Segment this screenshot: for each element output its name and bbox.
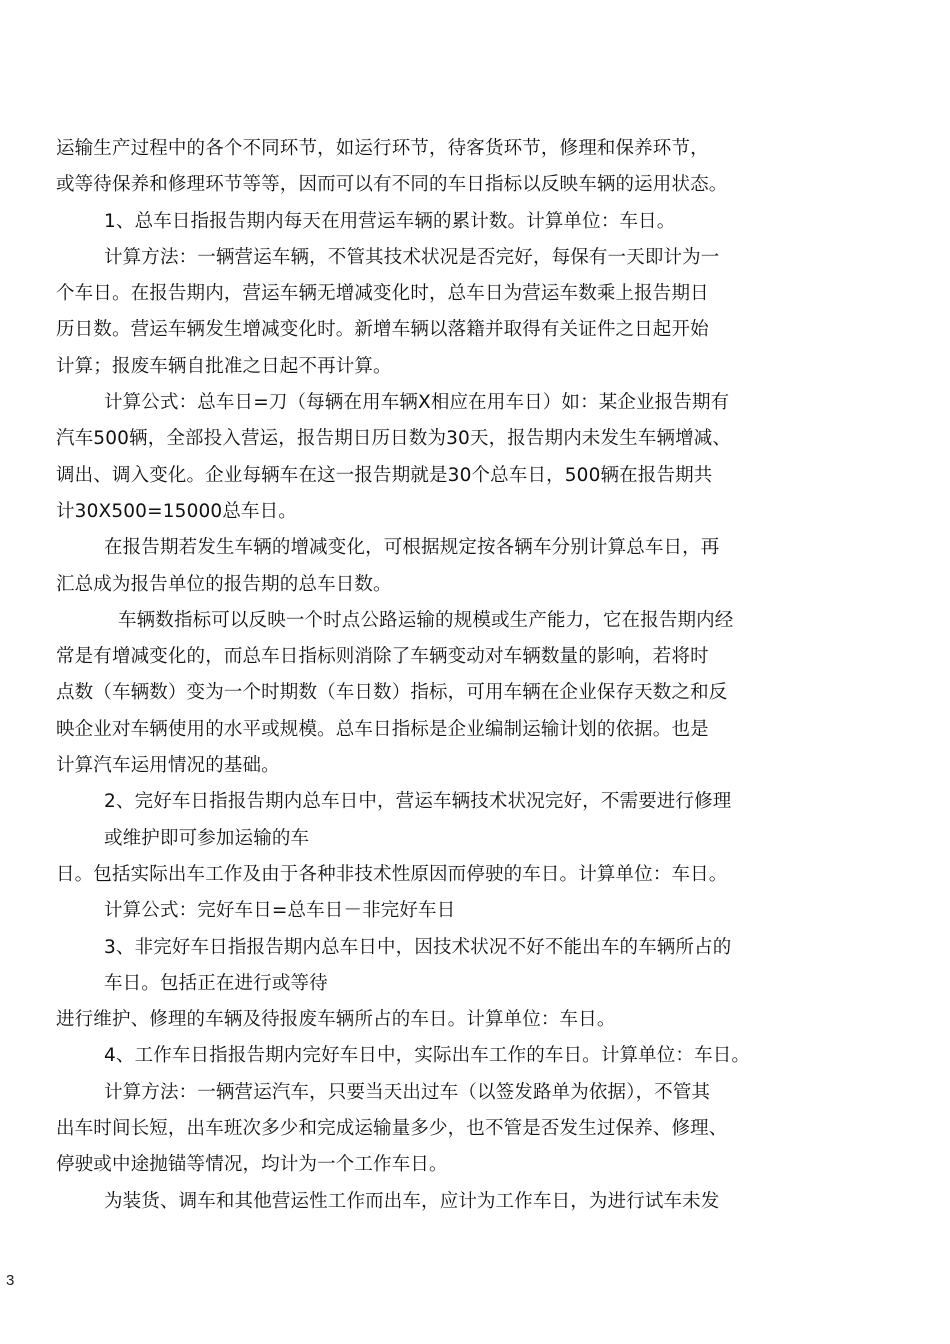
section-heading-1: 1、总车日指报告期内每天在用营运车辆的累计数。计算单位：车日。 (104, 210, 676, 232)
text-line: 常是有增减变化的，而总车日指标则消除了车辆变动对车辆数量的影响，若将时 (56, 646, 709, 668)
text-line: 出车时间长短，出车班次多少和完成运输量多少，也不管是否发生过保养、修理、 (56, 1118, 728, 1140)
text-line: 个车日。在报告期内，营运车辆无增减变化时，总车日为营运车数乘上报告期日 (56, 283, 709, 305)
text-line: 车日。包括正在进行或等待 (104, 972, 328, 994)
section-heading-3: 3、非完好车日指报告期内总车日中，因技术状况不好不能出车的车辆所占的 (104, 936, 732, 958)
text-line: 调出、调入变化。企业每辆车在这一报告期就是30个总车日，500辆在报告期共 (56, 464, 713, 486)
text-line: 计算方法：一辆营运车辆，不管其技术状况是否完好，每保有一天即计为一 (104, 246, 720, 268)
text-line: 映企业对车辆使用的水平或规模。总车日指标是企业编制运输计划的依据。也是 (56, 718, 709, 740)
text-line: 计算汽车运用情况的基础。 (56, 755, 280, 777)
text-line: 计算方法：一辆营运汽车，只要当天出过车（以签发路单为依据），不管其 (104, 1081, 711, 1103)
formula-line: 计算公式：总车日=刀（每辆在用车辆X相应在用车日）如：某企业报告期有 (104, 392, 730, 414)
text-line: 或等待保养和修理环节等等，因而可以有不同的车日指标以反映车辆的运用状态。 (56, 174, 728, 196)
section-heading-2: 2、完好车日指报告期内总车日中，营运车辆技术状况完好，不需要进行修理 (104, 791, 732, 813)
page-number: 3 (6, 1272, 15, 1289)
text-line: 进行维护、修理的车辆及待报废车辆所占的车日。计算单位：车日。 (56, 1009, 616, 1031)
text-line: 历日数。营运车辆发生增减变化时。新增车辆以落籍并取得有关证件之日起开始 (56, 319, 709, 341)
text-line: 或维护即可参加运输的车 (104, 827, 310, 849)
text-line: 汇总成为报告单位的报告期的总车日数。 (56, 573, 392, 595)
document-body (56, 131, 816, 1220)
text-line: 点数（车辆数）变为一个时期数（车日数）指标，可用车辆在企业保存天数之和反 (56, 682, 728, 704)
text-line: 车辆数指标可以反映一个时点公路运输的规模或生产能力，它在报告期内经 (118, 609, 734, 631)
text-line: 在报告期若发生车辆的增减变化，可根据规定按各辆车分别计算总车日，再 (104, 537, 720, 559)
text-line: 汽车500辆，全部投入营运，报告期日历日数为30天，报告期内未发生车辆增减、 (56, 428, 732, 450)
text-line: 为装货、调车和其他营运性工作而出车，应计为工作车日，为进行试车未发 (104, 1190, 720, 1212)
text-line: 计30X500=15000总车日。 (56, 500, 297, 522)
text-line: 计算；报废车辆自批准之日起不再计算。 (56, 355, 392, 377)
text-line: 运输生产过程中的各个不同环节，如运行环节，待客货环节，修理和保养环节， (56, 138, 709, 159)
formula-line: 计算公式：完好车日=总车日－非完好车日 (104, 900, 456, 922)
section-heading-4: 4、工作车日指报告期内完好车日中，实际出车工作的车日。计算单位：车日。 (104, 1045, 751, 1067)
text-line: 停驶或中途抛锚等情况，均计为一个工作车日。 (56, 1154, 448, 1176)
text-line: 日。包括实际出车工作及由于各种非技术性原因而停驶的车日。计算单位：车日。 (56, 863, 728, 885)
